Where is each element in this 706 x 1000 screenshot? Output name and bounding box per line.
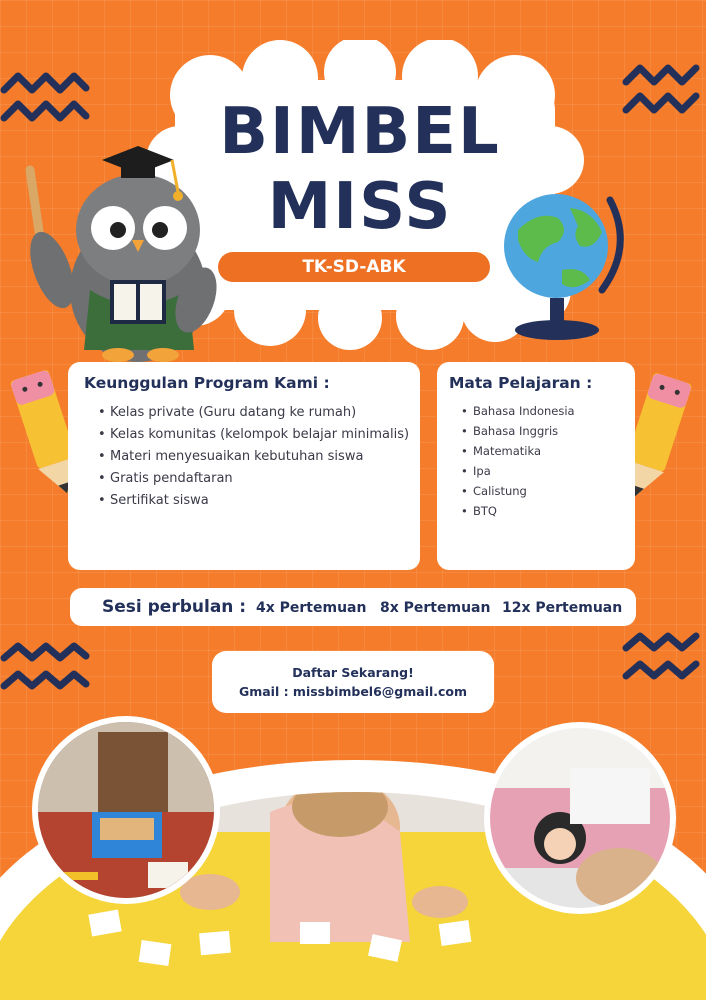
title-line-1: BIMBEL <box>219 95 501 169</box>
sessions-label: Sesi perbulan : <box>102 597 247 617</box>
subjects-heading: Mata Pelajaran : <box>449 374 593 392</box>
list-item: • Ipa <box>473 461 631 481</box>
photo-right <box>484 722 676 914</box>
subjects-list <box>473 401 631 521</box>
zigzag-icon <box>0 640 90 704</box>
zigzag-icon <box>620 62 706 132</box>
advantages-list <box>110 402 410 512</box>
subjects-card <box>437 362 635 570</box>
session-option: 4x Pertemuan <box>256 600 367 616</box>
session-option: 12x Pertemuan <box>502 600 623 616</box>
zigzag-icon <box>620 630 706 694</box>
sessions-bar <box>70 588 636 626</box>
level-badge: TK-SD-ABK <box>218 252 490 282</box>
photo-left <box>32 716 220 904</box>
list-item: • Kelas private (Guru datang ke rumah) <box>110 402 410 424</box>
register-email[interactable]: Gmail : missbimbel6@gmail.com <box>238 684 468 699</box>
advantages-card <box>68 362 420 570</box>
list-item: • Matematika <box>473 441 631 461</box>
list-item: • Bahasa Inggris <box>473 421 631 441</box>
list-item: • Sertifikat siswa <box>110 490 410 512</box>
globe-icon <box>498 180 628 350</box>
list-item: • Materi menyesuaikan kebutuhan siswa <box>110 446 410 468</box>
photo-left-scene <box>38 722 214 898</box>
list-item: • BTQ <box>473 501 631 521</box>
zigzag-icon <box>0 70 90 140</box>
list-item: • Gratis pendaftaran <box>110 468 410 490</box>
owl-teacher-icon <box>18 140 218 370</box>
list-item: • Calistung <box>473 481 631 501</box>
title-line-2: MISS <box>267 170 453 244</box>
register-cta: Daftar Sekarang! <box>292 665 414 680</box>
list-item: • Kelas komunitas (kelompok belajar minimalis) <box>110 424 410 446</box>
session-option: 8x Pertemuan <box>380 600 491 616</box>
advantages-heading: Keunggulan Program Kami : <box>84 374 330 392</box>
photo-right-scene <box>490 728 670 908</box>
list-item: • Bahasa Indonesia <box>473 401 631 421</box>
register-box <box>212 651 494 713</box>
